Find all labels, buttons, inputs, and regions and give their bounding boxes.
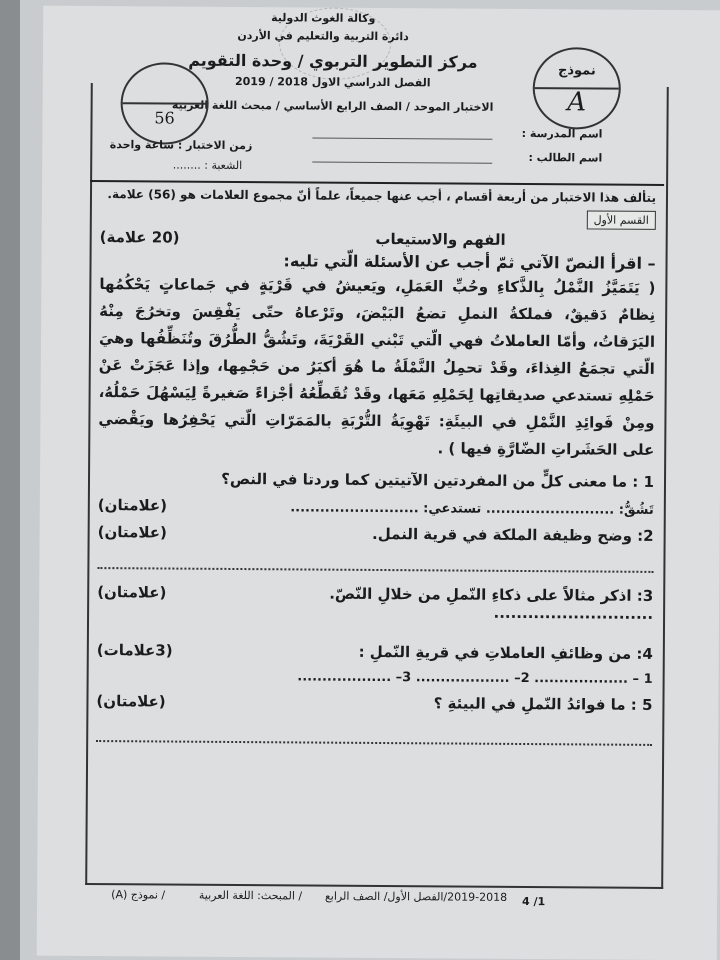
question-3[interactable]: 3: اذكر مثالاً على ذكاءِ النّملِ من خلالِ النّصّ. ............................	[329, 584, 654, 623]
question-1: 1 : ما معنى كلٍّ من المفردتين الآتيتين كما وردتا في النص؟	[221, 469, 655, 491]
dept-name: دائرة التربية والتعليم في الأردن	[237, 28, 409, 44]
exam-title: الاختبار الموحد / الصف الرابع الأساسي / مبحث اللغة العربية	[171, 98, 494, 114]
model-label: نموذج	[557, 63, 596, 79]
score-circle	[120, 62, 209, 145]
question-2-answer-line[interactable]	[97, 567, 653, 573]
question-5: 5 : ما فوائدُ النّملِ في البيئةِ ؟	[433, 694, 653, 714]
section-label: الشعبة : ........	[172, 158, 243, 173]
student-label: اسم الطالب :	[528, 151, 603, 165]
question-2: 2: وضح وظيفة الملكة في قرية النمل.	[372, 524, 654, 545]
question-5-marks: (علامتان)	[96, 692, 166, 711]
footer-page: 4 /1	[522, 895, 546, 909]
model-value: A	[567, 87, 587, 118]
exam-page	[37, 6, 720, 960]
question-4-marks: (3علامات)	[96, 641, 173, 660]
question-2-marks: (علامتان)	[97, 523, 167, 542]
section-title: الفهم والاستيعاب	[375, 229, 506, 249]
question-4: 4: من وظائفِ العاملاتِ في قريةِ النّملِ :	[358, 642, 653, 663]
section-badge: القسم الأول	[587, 210, 656, 229]
footer-grade: 2019-2018/الفصل الأول/ الصف الرابع	[324, 889, 508, 904]
score-total: 56	[154, 108, 175, 128]
time-label: زمن الاختبار : ساعة واحدة	[109, 138, 253, 153]
model-circle	[532, 47, 621, 130]
org-name: وكالة الغوث الدولية	[271, 11, 376, 25]
footer-model: / نموذج (A)	[111, 888, 166, 902]
footer-subject: / المبحث: اللغة العربية	[198, 888, 303, 903]
instruction: – اقرأ النصّ الآتي ثمّ أجب عن الأسئلة الّتي تليه:	[283, 251, 656, 273]
reading-passage: ( يَتَمَيَّزُ النَّمْلُ بِالذَّكاءِ وحُبِّ العَمَلِ، ويَعيشُ في قَرْيَةٍ في جَماعاتٍ يَحْكُمُها نِظامٌ دَقيقٌ، فملكةُ النملِ تضعُ البَيْضَ، وتَرْعاهُ حتّى يَفْقِسَ وتخرُجَ مِنْهُ اليَرَقاتُ، وأمّا العاملاتُ فهي الّتي تَبْني القَرْيَةَ، وتَشُقُّ الطُّرُقَ وتُنَظِّفُها وهيَ الّتي تجمَعُ الغِذاءَ، وقَدْ تحمِلُ النَّمْلَةُ ما هُوَ أكبَرُ من حَجْمِها، وإذا عَجَزَتْ عَنْ حَمْلِهِ تستدعي صديقاتِها لِحَمْلِهِ مَعَها، وقَدْ تُقَطِّعُهُ أجْزاءً صَغيرةً لِيَسْهُلَ حَمْلُهُ، ومِنْ فَوائِدِ النَّمْلِ في البيئَةِ: تَهْوِيَةُ التُّرْبَةِ بالمَمَرّاتِ الّتي يَحْفِرُها ويَقْضي على الحَشَراتِ الضّارَّةِ فيها ) .	[98, 275, 656, 459]
question-3-marks: (علامتان)	[97, 583, 167, 602]
question-1-marks: (علامتان)	[97, 496, 168, 515]
question-4-answers[interactable]: 1 – ................... 2– ................... 3– ...................	[297, 669, 653, 687]
section-heading	[100, 228, 656, 250]
intro-text: يتألف هذا الاختبار من أربعة أقسام ، أجب عنها جميعاً، علماً أنّ مجموع العلامات هو (56) علامة.	[107, 187, 657, 205]
term: الفصل الدراسي الاول 2018 / 2019	[234, 74, 431, 90]
center-name: مركز التطوير التربوي / وحدة التقويم	[188, 50, 478, 72]
exam-body	[96, 186, 656, 746]
question-1-answer[interactable]: تَشُقُّ: .......................... تستدعي: ..........................	[290, 500, 654, 518]
section-marks: (20 علامة)	[99, 228, 180, 247]
school-label: اسم المدرسة :	[521, 126, 603, 141]
